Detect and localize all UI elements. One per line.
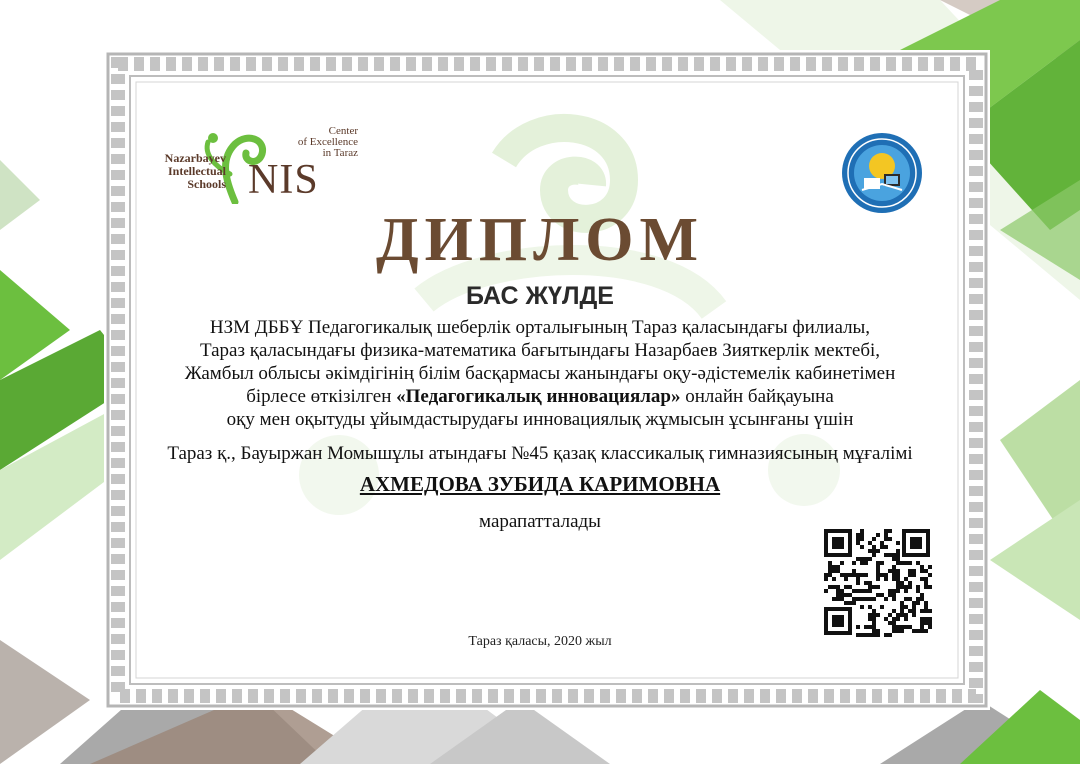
recipient-name-text: АХМЕДОВА ЗУБИДА КАРИМОВНА <box>359 472 721 496</box>
awarded-text: марапатталады <box>479 511 601 532</box>
body-line-2: Тараз қаласындағы физика-математика бағытындағы Назарбаев Зияткерлік мектебі, <box>199 340 881 361</box>
body-line-3: Жамбыл облысы әкімдігінің білім басқармасы жанындағы оқу-әдістемелік кабинетімен <box>184 363 896 384</box>
place-and-year: Тараз қаласы, 2020 жыл <box>468 634 612 649</box>
recipient-name <box>0 472 1080 497</box>
nis-org-name: Nazarbayev Intellectual Schools <box>164 151 226 191</box>
qr-code-icon <box>822 527 932 637</box>
nis-logo <box>148 120 358 210</box>
nis-center-name: Center of Excellence in Taraz <box>297 125 358 159</box>
award-title: БАС ЖҮЛДЕ <box>466 282 614 310</box>
body-line-1: НЗМ ДББҰ Педагогикалық шеберлік орталығының Тараз қаласындағы филиалы, <box>209 317 871 338</box>
teacher-line: Тараз қ., Бауыржан Момышұлы атындағы №45 қазақ классикалық гимназиясының мұғалімі <box>167 443 913 464</box>
diploma-title: ДИПЛОМ <box>375 206 705 274</box>
body-line-5: оқу мен оқытуды ұйымдастырудағы инновациялық жұмысын ұсынғаны үшін <box>226 409 854 430</box>
nis-brand: NIS <box>248 157 319 203</box>
contest-name: «Педагогикалық инновациялар» <box>396 386 681 407</box>
body-line-4 <box>0 386 1080 408</box>
body-line-4-suffix: онлайн байқауына <box>680 386 834 407</box>
body-line-4-prefix: бірлесе өткізілген <box>246 386 397 407</box>
